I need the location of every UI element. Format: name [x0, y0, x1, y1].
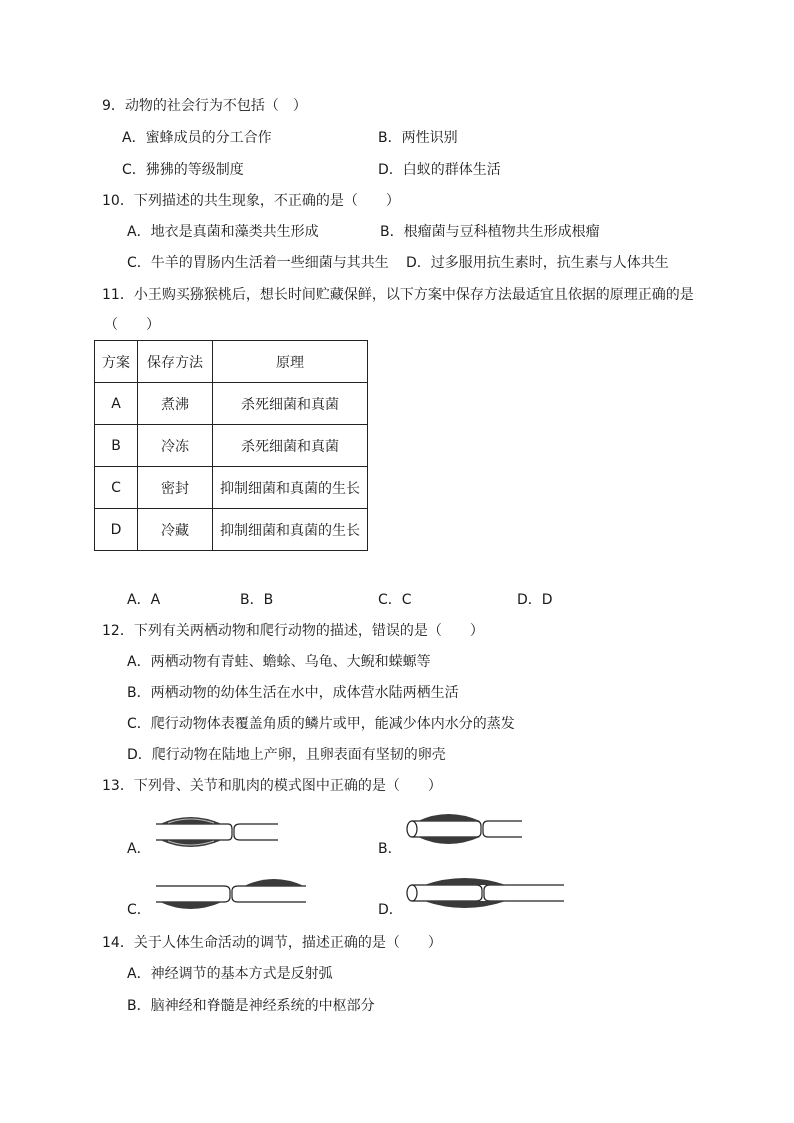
q9-option-b: B．两性识别: [378, 130, 458, 146]
table-row: [95, 425, 368, 467]
bone-joint-muscle-diagram-a: [150, 812, 290, 860]
q9-stem: 9．动物的社会行为不包括（ ）: [102, 98, 307, 114]
q10-option-a: A．地衣是真菌和藻类共生形成: [127, 224, 319, 240]
q11-stem: 11．小王购买猕猴桃后，想长时间贮藏保鲜，以下方案中保存方法最适宜且依据的原理正确的是: [102, 287, 694, 303]
q12-stem: 12．下列有关两栖动物和爬行动物的描述，错误的是（ ）: [102, 623, 484, 639]
table-cell: 煮沸: [138, 383, 213, 425]
table-cell: B: [95, 425, 138, 467]
q13-option-b: B．: [378, 841, 402, 857]
q14-option-b: B．脑神经和脊髓是神经系统的中枢部分: [127, 998, 375, 1014]
q11-option-a: A．A: [127, 592, 161, 608]
q12-option-a: A．两栖动物有青蛙、蟾蜍、乌龟、大鲵和蝾螈等: [127, 654, 431, 670]
table-cell: D: [95, 509, 138, 551]
q12-option-d: D．爬行动物在陆地上产卵，且卵表面有坚韧的卵壳: [127, 747, 446, 763]
table-row: [95, 509, 368, 551]
q11-option-c: C．C: [378, 592, 412, 608]
bone-joint-muscle-diagram-b: [404, 808, 528, 856]
table-header-cell: 方案: [95, 341, 138, 383]
preservation-table: [94, 340, 368, 551]
table-header-cell: 原理: [213, 341, 368, 383]
table-row: [95, 383, 368, 425]
table-header-cell: 保存方法: [138, 341, 213, 383]
q14-option-a: A．神经调节的基本方式是反射弧: [127, 966, 333, 982]
table-cell: 杀死细菌和真菌: [213, 383, 368, 425]
q10-option-d: D．过多服用抗生素时，抗生素与人体共生: [406, 255, 669, 271]
table-header-row: [95, 341, 368, 383]
table-cell: 抑制细菌和真菌的生长: [213, 509, 368, 551]
table-cell: C: [95, 467, 138, 509]
q9-option-a: A．蜜蜂成员的分工合作: [122, 130, 272, 146]
table-cell: 冷藏: [138, 509, 213, 551]
q11-answer-blank: （ ）: [104, 317, 160, 333]
table-cell: 密封: [138, 467, 213, 509]
bone-joint-muscle-diagram-c: [154, 872, 310, 920]
q9-option-d: D．白蚁的群体生活: [378, 162, 501, 178]
bone-joint-muscle-diagram-d: [404, 870, 568, 918]
table-cell: A: [95, 383, 138, 425]
q10-stem: 10．下列描述的共生现象，不正确的是（ ）: [102, 193, 400, 209]
q13-stem: 13．下列骨、关节和肌肉的模式图中正确的是（ ）: [102, 778, 442, 794]
q14-stem: 14．关于人体生命活动的调节，描述正确的是（ ）: [102, 935, 442, 951]
table-cell: 杀死细菌和真菌: [213, 425, 368, 467]
q9-option-c: C．狒狒的等级制度: [122, 162, 244, 178]
q12-option-c: C．爬行动物体表覆盖角质的鳞片或甲，能减少体内水分的蒸发: [127, 716, 515, 732]
q10-option-b: B．根瘤菌与豆科植物共生形成根瘤: [380, 224, 600, 240]
q13-option-a: A．: [127, 841, 151, 857]
q13-option-d: D．: [378, 902, 403, 918]
q11-option-b: B．B: [240, 592, 274, 608]
q12-option-b: B．两栖动物的幼体生活在水中，成体营水陆两栖生活: [127, 685, 459, 701]
q13-option-c: C．: [127, 902, 151, 918]
table-cell: 冷冻: [138, 425, 213, 467]
q10-option-c: C．牛羊的胃肠内生活着一些细菌与其共生: [127, 255, 389, 271]
q11-option-d: D．D: [517, 592, 553, 608]
table-cell: 抑制细菌和真菌的生长: [213, 467, 368, 509]
table-row: [95, 467, 368, 509]
